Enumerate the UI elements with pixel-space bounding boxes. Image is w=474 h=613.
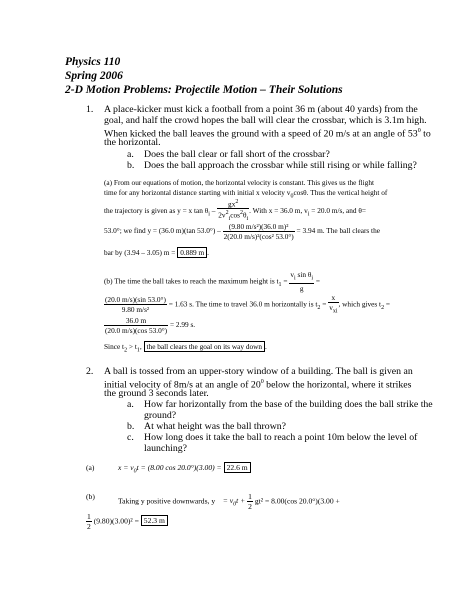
answer-2b: 52.3 m	[141, 515, 168, 526]
problem-1-line-2: goal, and half the crowd hopes the ball will clear the crossbar, which is 3.1m high.	[104, 115, 427, 126]
problem-2-line-2: initial velocity of 8m/s at an angle of $20^0$ below the horizontal, where it strikes	[104, 379, 412, 391]
problem-1-part-a: Does the ball clear or fall short of the crossbar?	[144, 149, 330, 160]
sol-1a-line-4: 53.0°; we find y = (36.0 m)(tan 53.0°) – $\frac{\text{(9.80 m/s²)(36.0 m)²}}{\text{2(20.0 m/s)²(cos² 53.0°)}}$ = 3.94 m. The ball clears the	[104, 222, 380, 241]
sol-1a-line-2: time for any horizontal distance starting with initial x velocity $v_0\cos\theta$. Thus the vertical height of	[104, 188, 388, 200]
sol-1a-line-3: the trajectory is given as y = x $\tan \theta_i$ – $\frac{gx^2}{2v^2_i\cos^2\theta_i}$ . With x = 36.0 m, $v_i = 20.0$ m/s, and θ=	[104, 199, 366, 223]
sol-2a-label: (a)	[86, 463, 95, 472]
problem-1-part-b-label: b.	[127, 160, 135, 171]
sol-1b-line-2: $\frac{(20.0 m/s)(\sin 53.0^\circ)}{\text{9.80 m/s²}}$ = 1.63 s. The time to travel 36.0 m horizontally is $t_2$ = $\frac{x}{v_{xi}}$ , which gives $t_2$ =	[105, 293, 391, 315]
sol-1b-line-3: $\frac{36.0 m}{(20.0 m/s)(\cos 53.0^\circ)}$ = 2.99 s.	[105, 316, 196, 335]
problem-1-part-a-label: a.	[127, 149, 134, 160]
problem-2-part-a-line-2: ground?	[144, 410, 177, 421]
course-title: Physics 110	[65, 56, 121, 68]
problem-2-part-c-line-1: How long does it take the ball to reach a point 10m below the level of	[144, 432, 418, 443]
sol-1b-line-4: Since $t_2 > t_1$, the ball clears the goal on its way down .	[104, 342, 267, 354]
sol-1a-line-1: (a) From our equations of motion, the horizontal velocity is constant. This gives us the flight	[104, 178, 375, 187]
problem-2-part-b-label: b.	[127, 421, 135, 432]
sol-2b-line-2: $\frac{1}{2}$ (9.80)(3.00)² = 52.3 m	[86, 512, 168, 531]
problem-2-part-b: At what height was the ball thrown?	[144, 421, 287, 432]
problem-1-line-3: When kicked the ball leaves the ground with a speed of 20 m/s at an angle of $53^0$ to	[104, 128, 431, 140]
problem-1-number: 1.	[86, 104, 94, 115]
problem-2-line-3: the ground 3 seconds later.	[104, 388, 209, 399]
problem-2-part-c-label: c.	[127, 432, 134, 443]
problem-2-part-a-line-1: How far horizontally from the base of the building does the ball strike the	[144, 399, 433, 410]
problem-1-part-b: Does the ball approach the crossbar while still rising or while falling?	[144, 160, 417, 171]
problem-1-line-1: A place-kicker must kick a football from a point 36 m (about 40 yards) from the	[104, 104, 418, 115]
sol-2a-equation: $x = v_0t = (8.00$ cos 20.0°)(3.00) = 22.6 m	[118, 463, 251, 477]
term: Spring 2006	[65, 70, 123, 82]
problem-2-number: 2.	[86, 366, 94, 377]
sol-1b-line-1: (b) The time the ball takes to reach the maximum height is $t_1$ = $\frac{v_i \sin \theta_i}{g}$ =	[104, 270, 320, 294]
sol-1a-line-5: bar by (3.94 – 3.05) m = 0.889 m .	[104, 248, 209, 257]
problem-2-part-a-label: a.	[127, 399, 134, 410]
sol-2b-line-1: Taking y positive downwards, y = $v_0t$ + $\frac{1}{2}$ gt² = 8.00(cos 20.0°)(3.00 +	[118, 492, 340, 511]
problem-1-line-4: the horizontal.	[104, 137, 161, 148]
problem-2-line-1: A ball is tossed from an upper-story window of a building. The ball is given an	[104, 366, 413, 377]
trajectory-fraction: $\frac{gx^2}{2v^2_i\cos^2\theta_i}$	[218, 199, 249, 223]
answer-2a: 22.6 m	[224, 462, 251, 473]
problem-2-part-c-line-2: launching?	[144, 443, 187, 454]
page-title: 2-D Motion Problems: Projectile Motion – Their Solutions	[65, 84, 343, 96]
answer-1a: 0.889 m	[177, 247, 207, 258]
sol-2b-label: (b)	[86, 492, 95, 501]
answer-1b: the ball clears the goal on its way down	[144, 341, 266, 352]
